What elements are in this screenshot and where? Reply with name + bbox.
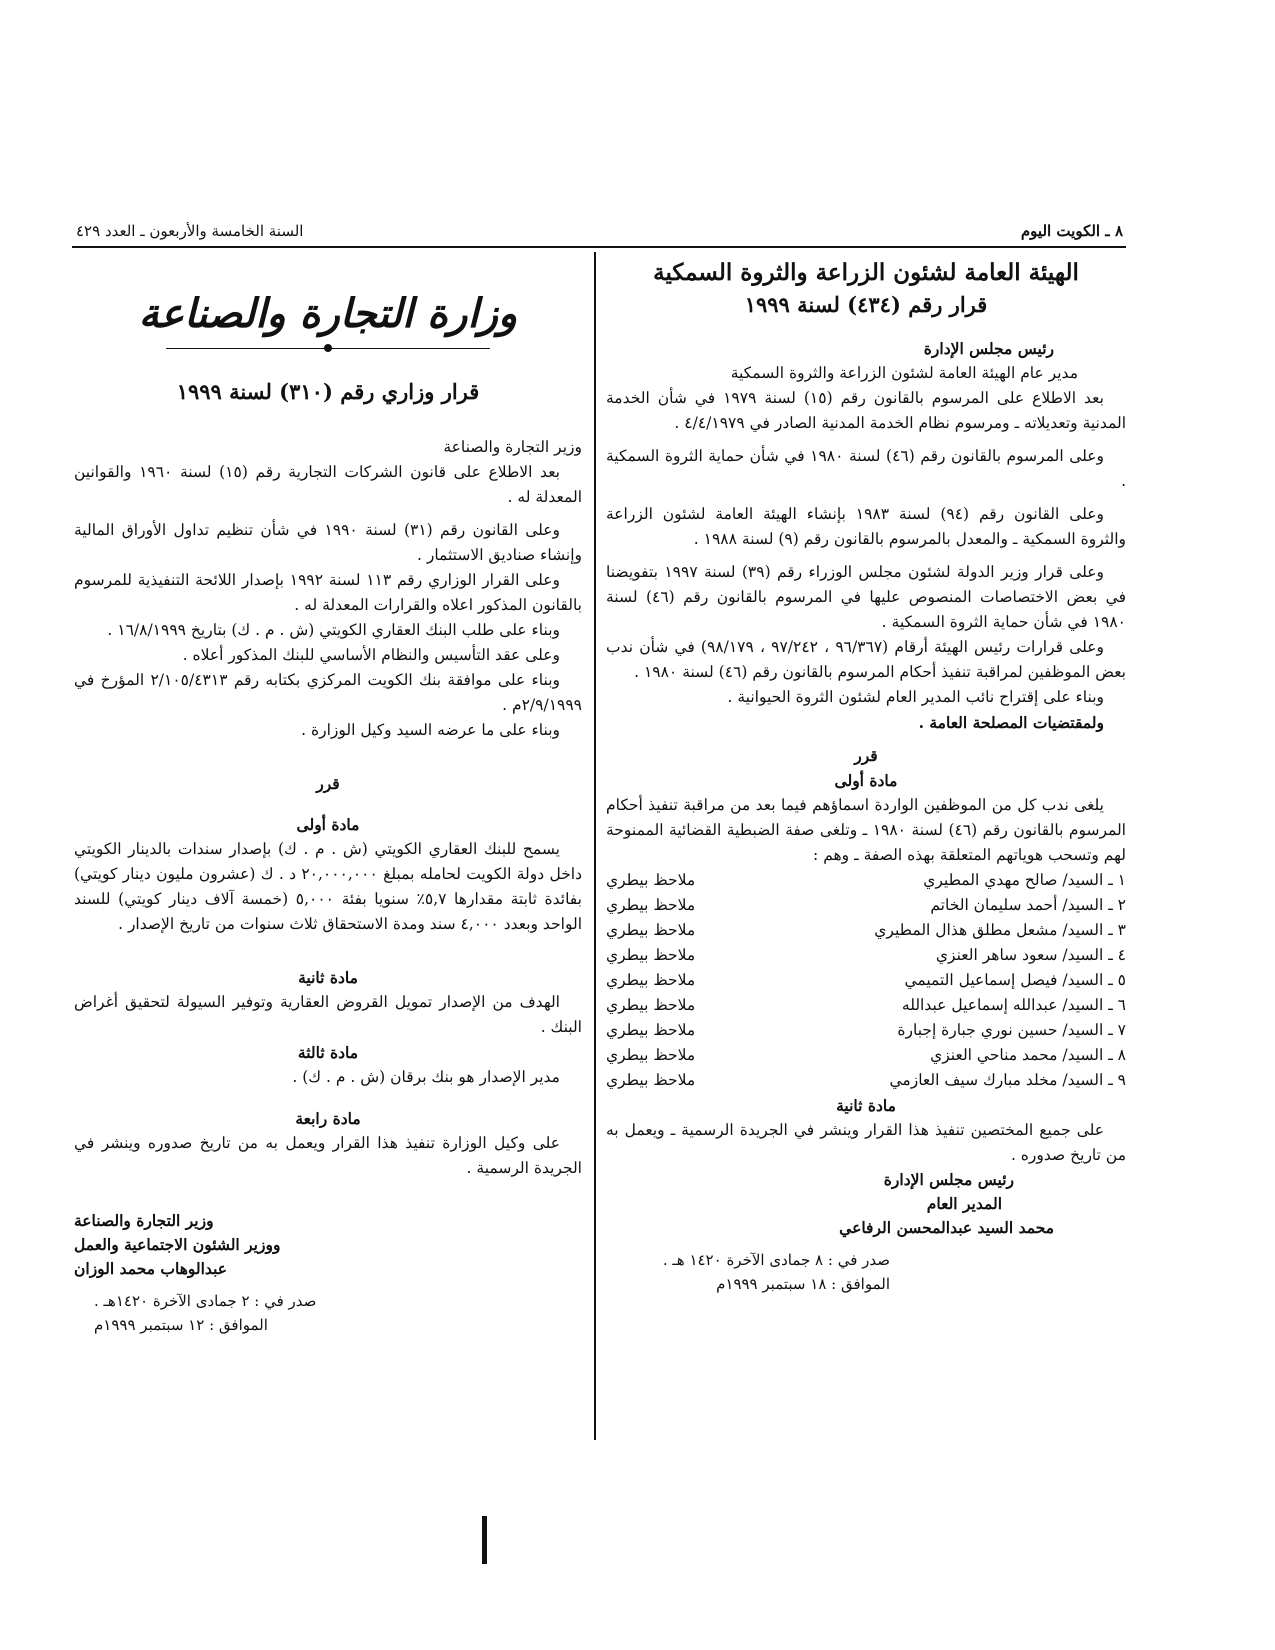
signature-title: المدير العام — [926, 1194, 1002, 1213]
employee-name: ٩ ـ السيد/ مخلد مبارك سيف العازمي — [889, 1071, 1126, 1089]
decided-heading: قرر — [316, 774, 340, 793]
employee-name: ٥ ـ السيد/ فيصل إسماعيل التميمي — [904, 971, 1126, 989]
employee-name: ٤ ـ السيد/ سعود ساهر العنزي — [935, 946, 1126, 964]
table-row — [606, 868, 1126, 893]
article-2-text: الهدف من الإصدار تمويل القروض العقارية وتوفير السيولة لتحقيق أغراض البنك . — [74, 993, 582, 1036]
preamble-paragraph: وعلى قرار وزير الدولة لشئون مجلس الوزراء رقم (٣٩) لسنة ١٩٩٧ بتفويضنا في بعض الاختصاصات المنصوص عليها في المرسوم بالقانون رقم (٤٦) لسنة ١٩٨٠ في شأن حماية الثروة السمكية . — [606, 563, 1126, 631]
employee-rank: ملاحظ بيطري — [606, 871, 696, 889]
issuer-line: وزير التجارة والصناعة — [443, 438, 582, 456]
authority-banner: الهيئة العامة لشئون الزراعة والثروة السمكية — [653, 259, 1079, 286]
signature-title: ووزير الشئون الاجتماعية والعمل — [74, 1235, 281, 1254]
signature-title: وزير التجارة والصناعة — [74, 1211, 214, 1230]
employee-rank: ملاحظ بيطري — [606, 1071, 696, 1089]
issuer-line-1: رئيس مجلس الإدارة — [923, 339, 1054, 358]
logo-divider — [166, 348, 490, 349]
employee-rank: ملاحظ بيطري — [606, 1021, 696, 1039]
table-row — [606, 1043, 1126, 1068]
preamble-paragraph: وعلى المرسوم بالقانون رقم (٤٦) لسنة ١٩٨٠ في شأن حماية الثروة السمكية . — [606, 447, 1126, 490]
signatory-name: عبدالوهاب محمد الوزان — [74, 1259, 227, 1278]
article-4-text: على وكيل الوزارة تنفيذ هذا القرار ويعمل به من تاريخ صدوره وينشر في الجريدة الرسمية . — [74, 1134, 582, 1177]
article-2-heading: مادة ثانية — [836, 1096, 896, 1115]
employee-rank: ملاحظ بيطري — [606, 946, 696, 964]
preamble-paragraph: وعلى قرارات رئيس الهيئة أرقام (٩٦/٣٦٧ ، ٩٧/٢٤٢ ، ٩٨/١٧٩) في شأن ندب بعض الموظفين لمراقبة تنفيذ أحكام المرسوم بالقانون رقم (٤٦) لسنة ١٩٨٠ . — [606, 638, 1126, 681]
decree-title: قرار وزاري رقم (٣١٠) لسنة ١٩٩٩ — [176, 379, 480, 404]
decree-title: قرار رقم (٤٣٤) لسنة ١٩٩٩ — [744, 292, 988, 317]
signature-title: رئيس مجلس الإدارة — [883, 1170, 1014, 1189]
issue-date-hijri: صدر في : ٨ جمادى الآخرة ١٤٢٠ هـ . — [662, 1251, 890, 1269]
issue-date-hijri: صدر في : ٢ جمادى الآخرة ١٤٢٠هـ . — [94, 1292, 317, 1310]
header-issue-info: السنة الخامسة والأربعون ـ العدد ٤٢٩ — [76, 222, 304, 240]
employee-rank: ملاحظ بيطري — [606, 996, 696, 1014]
header-gazette-name: ٨ ـ الكويت اليوم — [1020, 222, 1123, 240]
article-2-text: على جميع المختصين تنفيذ هذا القرار وينشر في الجريدة الرسمية ـ ويعمل به من تاريخ صدوره . — [606, 1121, 1126, 1164]
issue-date-gregorian: الموافق : ١٢ سبتمبر ١٩٩٩م — [94, 1316, 268, 1334]
article-2-heading: مادة ثانية — [298, 968, 358, 987]
table-row — [606, 1068, 1126, 1093]
preamble-paragraph: بعد الاطلاع على قانون الشركات التجارية رقم (١٥) لسنة ١٩٦٠ والقوانين المعدلة له . — [74, 463, 582, 506]
table-row — [606, 918, 1126, 943]
preamble-paragraph: ولمقتضيات المصلحة العامة . — [918, 713, 1104, 732]
employee-name: ٨ ـ السيد/ محمد مناحي العنزي — [930, 1046, 1126, 1064]
article-1-heading: مادة أولى — [834, 771, 898, 790]
table-row — [606, 893, 1126, 918]
employee-rank: ملاحظ بيطري — [606, 896, 696, 914]
article-1-text: يلغى ندب كل من الموظفين الواردة اسماؤهم فيما بعد من مراقبة تنفيذ أحكام المرسوم بالقانون رقم (٤٦) لسنة ١٩٨٠ ـ وتلغى صفة الضبطية القضائية الممنوحة لهم وتسحب هوياتهم المتعلقة بهذه الصفة ـ وهم : — [606, 796, 1126, 864]
names-table — [606, 868, 1126, 1093]
ministry-logo-calligraphy: وزارة التجارة والصناعة — [138, 290, 518, 337]
decided-heading: قرر — [854, 746, 878, 765]
article-1-heading: مادة أولى — [296, 815, 360, 834]
table-row — [606, 1018, 1126, 1043]
right-column-decree-434 — [606, 256, 1126, 1296]
issuer-line-2: مدير عام الهيئة العامة لشئون الزراعة والثروة السمكية — [730, 364, 1078, 382]
employee-rank: ملاحظ بيطري — [606, 971, 696, 989]
employee-rank: ملاحظ بيطري — [606, 921, 696, 939]
article-3-heading: مادة ثالثة — [297, 1043, 359, 1062]
table-row — [606, 943, 1126, 968]
employee-name: ٣ ـ السيد/ مشعل مطلق هذال المطيري — [874, 921, 1126, 939]
preamble-paragraph: بعد الاطلاع على المرسوم بالقانون رقم (١٥) لسنة ١٩٧٩ في شأن الخدمة المدنية وتعديلاته ـ ومرسوم نظام الخدمة المدنية الصادر في ٤/٤/١٩٧٩ . — [606, 389, 1126, 432]
preamble-paragraph: وعلى القرار الوزاري رقم ١١٣ لسنة ١٩٩٢ بإصدار اللائحة التنفيذية للمرسوم بالقانون المذكور اعلاه والقرارات المعدلة له . — [74, 571, 582, 614]
preamble-paragraph: وبناء على ما عرضه السيد وكيل الوزارة . — [301, 721, 560, 739]
issue-date-gregorian: الموافق : ١٨ سبتمبر ١٩٩٩م — [716, 1275, 890, 1293]
article-3-text: مدير الإصدار هو بنك برقان (ش . م . ك) . — [292, 1068, 560, 1086]
table-row — [606, 993, 1126, 1018]
page-edge-mark — [482, 1516, 487, 1564]
employee-name: ٢ ـ السيد/ أحمد سليمان الخاتم — [930, 896, 1126, 914]
employee-name: ٦ ـ السيد/ عبدالله إسماعيل عبدالله — [901, 996, 1126, 1014]
preamble-paragraph: وعلى القانون رقم (٣١) لسنة ١٩٩٠ في شأن تنظيم تداول الأوراق المالية وإنشاء صناديق الاستثمار . — [74, 521, 582, 564]
header-rule — [72, 246, 1126, 248]
preamble-paragraph: وبناء على موافقة بنك الكويت المركزي بكتابه رقم ٢/١٠٥/٤٣١٣ المؤرخ في ٢/٩/١٩٩٩م . — [74, 671, 582, 714]
column-divider — [594, 252, 596, 1440]
employee-name: ٧ ـ السيد/ حسين نوري جبارة إجبارة — [897, 1021, 1126, 1039]
employee-name: ١ ـ السيد/ صالح مهدي المطيري — [923, 871, 1126, 889]
preamble-paragraph: وبناء على طلب البنك العقاري الكويتي (ش . م . ك) بتاريخ ١٦/٨/١٩٩٩ . — [107, 621, 560, 639]
article-1-text: يسمح للبنك العقاري الكويتي (ش . م . ك) بإصدار سندات بالدينار الكويتي داخل دولة الكويت لحامله بمبلغ ٢٠,٠٠٠,٠٠٠ د . ك (عشرون مليون دينار كويتي) بفائدة ثابتة مقدارها ٥,٧٪ سنويا بفئة ٥,٠٠٠ (خمسة آلاف دينار كويتي) للسند الواحد وبعدد ٤,٠٠٠ سند ومدة الاستحقاق ثلاث سنوات من تاريخ الإصدار . — [74, 840, 582, 933]
employee-rank: ملاحظ بيطري — [606, 1046, 696, 1064]
signatory-name: محمد السيد عبدالمحسن الرفاعي — [839, 1218, 1054, 1237]
preamble-paragraph: وبناء على إقتراح نائب المدير العام لشئون الثروة الحيوانية . — [727, 688, 1104, 706]
preamble-paragraph: وعلى القانون رقم (٩٤) لسنة ١٩٨٣ بإنشاء الهيئة العامة لشئون الزراعة والثروة السمكية ـ والمعدل بالمرسوم بالقانون رقم (٩) لسنة ١٩٨٨ . — [606, 505, 1126, 548]
article-4-heading: مادة رابعة — [295, 1109, 361, 1128]
preamble-paragraph: وعلى عقد التأسيس والنظام الأساسي للبنك المذكور أعلاه . — [182, 646, 560, 664]
left-column-decree-310 — [74, 282, 582, 1337]
table-row — [606, 968, 1126, 993]
